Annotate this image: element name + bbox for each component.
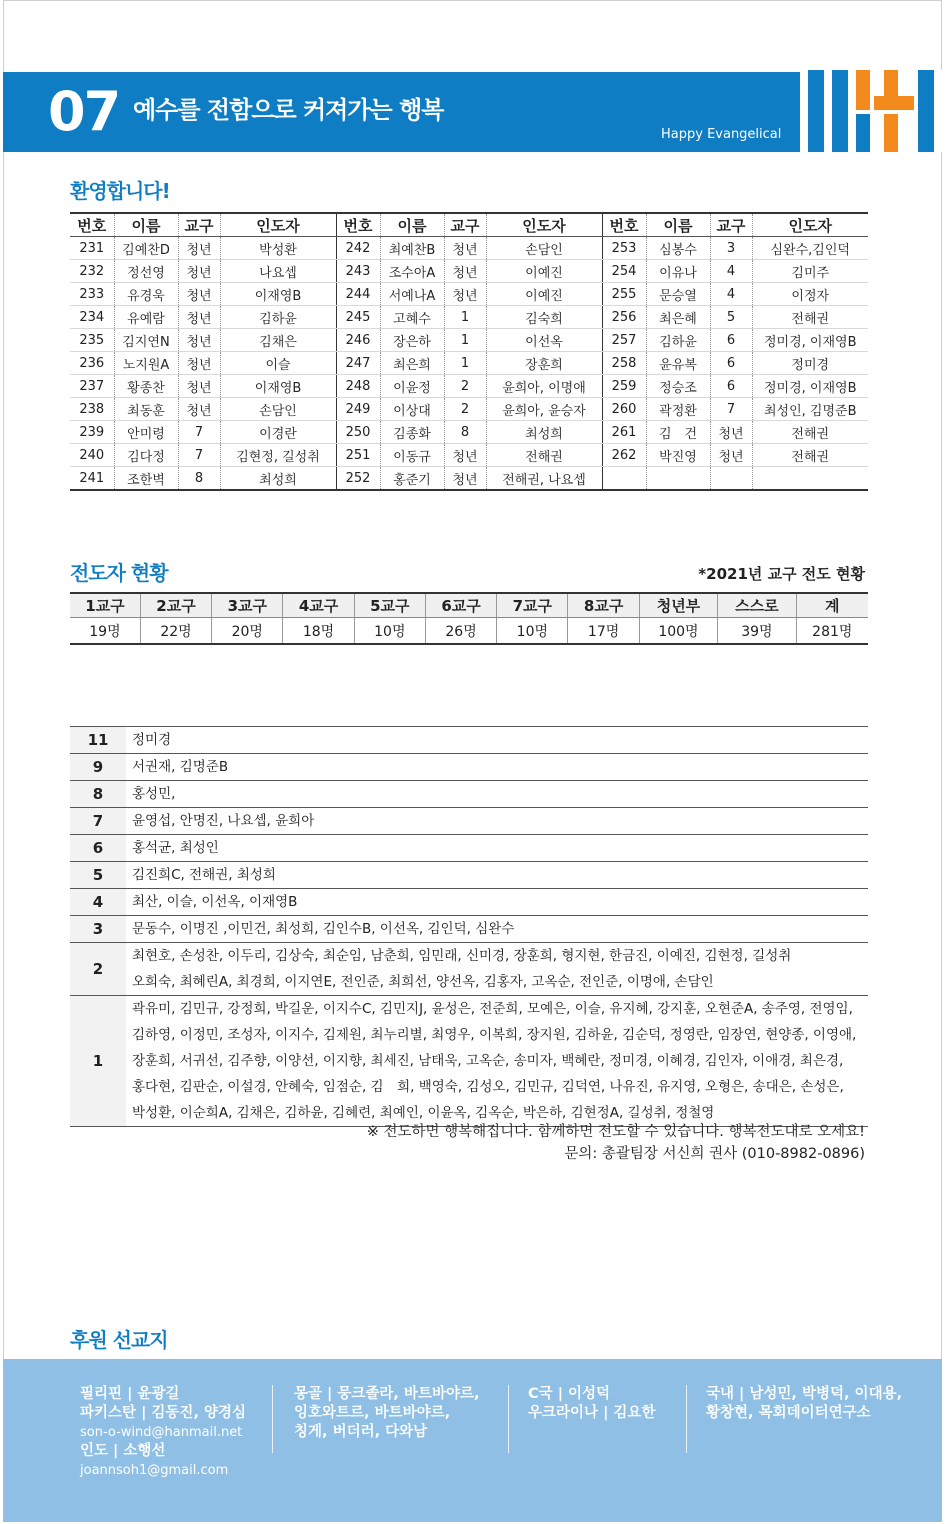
missionary-c-country: C국 | 이성덕 (528, 1386, 611, 1402)
ranking-count: 7 (70, 808, 126, 835)
entry-district: 5 (710, 306, 752, 329)
welcome-row (70, 398, 868, 421)
entry-number: 235 (70, 329, 114, 352)
church-logo-icon (800, 70, 942, 152)
entry-number: 241 (70, 467, 114, 491)
entry-number: 258 (602, 352, 646, 375)
ranking-row (70, 943, 868, 996)
missionary-mongolia-3: 칭게, 버더러, 다와남 (294, 1424, 428, 1440)
entry-guide: 윤희아, 이명애 (486, 375, 602, 398)
entry-name: 고혜수 (380, 306, 444, 329)
status-title: 전도자 현황 (70, 561, 168, 585)
ranking-names-line: 김진희C, 전해권, 최성희 (132, 867, 276, 883)
entry-district: 청년 (444, 260, 486, 283)
entry-district: 청년 (710, 444, 752, 467)
entry-name: 노지원A (114, 352, 178, 375)
entry-district: 청년 (178, 260, 220, 283)
notice-line-1: ※ 전도하면 행복해집니다. 함께하면 전도할 수 있습니다. 행복전도대로 오세요! (366, 1124, 865, 1140)
header-name: 이름 (380, 213, 444, 237)
entry-district: 7 (178, 444, 220, 467)
entry-district: 4 (710, 283, 752, 306)
welcome-row (70, 237, 868, 260)
status-values-row (70, 618, 868, 645)
status-value-cell: 19명 (70, 618, 140, 645)
entry-name: 이윤정 (380, 375, 444, 398)
entry-number (602, 467, 646, 491)
entry-number: 234 (70, 306, 114, 329)
entry-guide: 윤희아, 윤승자 (486, 398, 602, 421)
ranking-names-line: 문동수, 이명진 ,이민건, 최성희, 김인수B, 이선옥, 김인덕, 심완수 (132, 921, 515, 937)
entry-district: 청년 (178, 352, 220, 375)
status-header-cell: 스스로 (718, 593, 796, 618)
entry-name: 곽정환 (646, 398, 710, 421)
entry-district (710, 467, 752, 491)
entry-number: 254 (602, 260, 646, 283)
header-subtitle: Happy Evangelical (661, 127, 782, 142)
ranking-names-line: 정미경 (132, 732, 172, 748)
header-number: 번호 (602, 213, 646, 237)
header-name: 이름 (114, 213, 178, 237)
status-value-cell: 22명 (140, 618, 211, 645)
entry-name: 정승조 (646, 375, 710, 398)
entry-number: 244 (336, 283, 380, 306)
entry-number: 261 (602, 421, 646, 444)
header-district: 교구 (444, 213, 486, 237)
entry-guide: 심완수,김인덕 (752, 237, 868, 260)
entry-name: 조한벽 (114, 467, 178, 491)
ranking-row (70, 889, 868, 916)
entry-guide: 손담인 (220, 398, 336, 421)
header-guide: 인도자 (220, 213, 336, 237)
entry-name: 이상대 (380, 398, 444, 421)
ranking-names (126, 916, 868, 943)
welcome-row (70, 306, 868, 329)
entry-name: 문승열 (646, 283, 710, 306)
missionary-ukraine: 우크라이나 | 김요한 (528, 1405, 656, 1421)
entry-name: 최은희 (380, 352, 444, 375)
entry-number: 257 (602, 329, 646, 352)
entry-name: 서예나A (380, 283, 444, 306)
ranking-names-line: 오희숙, 최혜린A, 최경희, 이지연E, 전인준, 최희선, 양선옥, 김홍자, 고옥순, 전인준, 이명애, 손담인 (132, 974, 714, 990)
entry-district: 청년 (178, 375, 220, 398)
entry-district: 청년 (444, 283, 486, 306)
header-number: 번호 (336, 213, 380, 237)
entry-name: 장은하 (380, 329, 444, 352)
entry-district: 청년 (178, 237, 220, 260)
missionary-domestic-2: 황창현, 목회데이터연구소 (706, 1405, 871, 1421)
status-table (70, 592, 868, 645)
status-header-cell: 3교구 (212, 593, 283, 618)
status-header-cell: 2교구 (140, 593, 211, 618)
status-value-cell: 100명 (639, 618, 717, 645)
missionary-india: 인도 | 소행선 (80, 1443, 166, 1459)
entry-name: 최은혜 (646, 306, 710, 329)
ranking-count: 2 (70, 943, 126, 996)
entry-name: 김하윤 (646, 329, 710, 352)
ranking-count: 4 (70, 889, 126, 916)
status-value-cell: 10명 (497, 618, 568, 645)
ranking-count: 11 (70, 727, 126, 754)
entry-number: 231 (70, 237, 114, 260)
ranking-count: 1 (70, 996, 126, 1127)
ranking-row (70, 754, 868, 781)
ranking-names (126, 781, 868, 808)
status-header-cell: 1교구 (70, 593, 140, 618)
status-header-cell: 계 (796, 593, 868, 618)
ranking-names-line: 홍다현, 김판순, 이설경, 안혜숙, 임점순, 김 희, 백영숙, 김성오, 김민규, 김덕연, 나유진, 유지영, 오형은, 송대은, 손성은, (132, 1079, 844, 1095)
notice-contact: 문의: 총괄팀장 서신희 권사 (010-8982-0896) (564, 1146, 865, 1162)
ranking-names (126, 862, 868, 889)
entry-district: 3 (710, 237, 752, 260)
entry-district: 8 (444, 421, 486, 444)
entry-name: 김종화 (380, 421, 444, 444)
ranking-names-line: 윤영섭, 안명진, 나요셉, 윤희아 (132, 813, 315, 829)
ranking-names-line: 김하영, 이정민, 조성자, 이지수, 김제원, 최누리별, 최영우, 이복희, 장지원, 김하윤, 김순덕, 정영란, 임장연, 현양종, 이영애, (132, 1027, 857, 1043)
missionary-email-2: joannsoh1@gmail.com (80, 1463, 229, 1478)
status-header-cell: 5교구 (354, 593, 425, 618)
entry-guide: 이예진 (486, 260, 602, 283)
entry-district: 청년 (178, 398, 220, 421)
ranking-names-line: 장훈희, 서귀선, 김주향, 이양선, 이지향, 최세진, 남태욱, 고옥순, 송미자, 백혜란, 정미경, 이혜경, 김인자, 이애경, 최은경, (132, 1053, 844, 1069)
ranking-names-line: 곽유미, 김민규, 강정희, 박길운, 이지수C, 김민지J, 윤성은, 전준희, 모예은, 이슬, 유지혜, 강지훈, 오현준A, 송주영, 전영임, (132, 1001, 853, 1017)
ranking-names (126, 808, 868, 835)
missionary-pakistan: 파키스탄 | 김동진, 양경심 (80, 1405, 247, 1421)
ranking-count: 8 (70, 781, 126, 808)
entry-number: 239 (70, 421, 114, 444)
column-divider (686, 1385, 687, 1453)
entry-number: 256 (602, 306, 646, 329)
status-value-cell: 26명 (425, 618, 496, 645)
entry-name: 심봉수 (646, 237, 710, 260)
ranking-names (126, 754, 868, 781)
status-value-cell: 10명 (354, 618, 425, 645)
status-value-cell: 17명 (568, 618, 639, 645)
ranking-row (70, 727, 868, 754)
entry-district: 6 (710, 375, 752, 398)
missionary-philippines: 필리핀 | 윤광길 (80, 1386, 180, 1402)
status-header-cell: 8교구 (568, 593, 639, 618)
section-number: 07 (48, 80, 120, 143)
status-header-cell: 6교구 (425, 593, 496, 618)
entry-district: 8 (178, 467, 220, 491)
entry-guide: 정미경, 이재영B (752, 375, 868, 398)
column-divider (272, 1385, 273, 1453)
header-guide: 인도자 (486, 213, 602, 237)
missionary-column-4 (706, 1385, 902, 1423)
entry-district: 청년 (444, 444, 486, 467)
entry-name: 김 건 (646, 421, 710, 444)
ranking-names (126, 727, 868, 754)
entry-name: 안미령 (114, 421, 178, 444)
page-title: 예수를 전함으로 커져가는 행복 (133, 96, 444, 124)
entry-guide: 전해권 (752, 306, 868, 329)
header-number: 번호 (70, 213, 114, 237)
ranking-row (70, 862, 868, 889)
ranking-names (126, 943, 868, 996)
status-header-row (70, 593, 868, 618)
ranking-names (126, 996, 868, 1127)
welcome-row (70, 260, 868, 283)
missionary-mongolia-2: 잉호와트르, 바트바야르, (294, 1405, 451, 1421)
missionary-column-1 (80, 1385, 246, 1480)
status-header-cell: 청년부 (639, 593, 717, 618)
ranking-names-line: 최산, 이슬, 이선옥, 이재영B (132, 894, 298, 910)
entry-guide: 이재영B (220, 375, 336, 398)
entry-district: 1 (444, 329, 486, 352)
entry-name: 김다정 (114, 444, 178, 467)
entry-guide: 손담인 (486, 237, 602, 260)
entry-district: 청년 (178, 306, 220, 329)
ranking-names (126, 889, 868, 916)
entry-district: 청년 (178, 329, 220, 352)
entry-district: 2 (444, 375, 486, 398)
entry-guide: 나요셉 (220, 260, 336, 283)
status-note: *2021년 교구 전도 현황 (698, 565, 865, 583)
entry-number: 252 (336, 467, 380, 491)
status-value-cell: 20명 (212, 618, 283, 645)
entry-number: 237 (70, 375, 114, 398)
ranking-names-line: 홍성민, (132, 786, 176, 802)
welcome-title: 환영합니다! (70, 179, 170, 203)
entry-guide (752, 467, 868, 491)
entry-name: 유예람 (114, 306, 178, 329)
welcome-row (70, 444, 868, 467)
entry-guide: 김채은 (220, 329, 336, 352)
entry-number: 232 (70, 260, 114, 283)
entry-number: 253 (602, 237, 646, 260)
entry-name: 최예찬B (380, 237, 444, 260)
entry-name: 김지연N (114, 329, 178, 352)
entry-name: 박진영 (646, 444, 710, 467)
ranking-count: 6 (70, 835, 126, 862)
entry-name: 이유나 (646, 260, 710, 283)
entry-district: 청년 (710, 421, 752, 444)
ranking-row (70, 996, 868, 1127)
entry-name: 이동규 (380, 444, 444, 467)
entry-number: 260 (602, 398, 646, 421)
entry-district: 7 (178, 421, 220, 444)
entry-guide: 최성인, 김명준B (752, 398, 868, 421)
entry-number: 246 (336, 329, 380, 352)
entry-number: 245 (336, 306, 380, 329)
entry-district: 청년 (444, 237, 486, 260)
missionary-column-2 (294, 1385, 480, 1442)
header-guide: 인도자 (752, 213, 868, 237)
entry-guide: 김숙희 (486, 306, 602, 329)
welcome-row (70, 329, 868, 352)
entry-district: 청년 (178, 283, 220, 306)
ranking-table (70, 726, 868, 1127)
welcome-row (70, 421, 868, 444)
header-district: 교구 (710, 213, 752, 237)
ranking-row (70, 835, 868, 862)
entry-number: 240 (70, 444, 114, 467)
entry-number: 251 (336, 444, 380, 467)
entry-guide: 전해권 (752, 421, 868, 444)
entry-number: 238 (70, 398, 114, 421)
ranking-row (70, 916, 868, 943)
ranking-names (126, 835, 868, 862)
welcome-header-row (70, 213, 868, 237)
entry-guide: 김하윤 (220, 306, 336, 329)
entry-number: 233 (70, 283, 114, 306)
entry-guide: 최성희 (486, 421, 602, 444)
ranking-count: 5 (70, 862, 126, 889)
entry-district: 4 (710, 260, 752, 283)
entry-guide: 이예진 (486, 283, 602, 306)
entry-number: 248 (336, 375, 380, 398)
ranking-names-line: 최현호, 손성찬, 이두리, 김상숙, 최순임, 남춘희, 임민래, 신미경, 장훈희, 형지현, 한금진, 이예진, 김현정, 길성취 (132, 948, 792, 964)
entry-guide: 전해권 (486, 444, 602, 467)
header-district: 교구 (178, 213, 220, 237)
entry-guide: 이정자 (752, 283, 868, 306)
missionary-domestic-1: 국내 | 남성민, 박병덕, 이대용, (706, 1386, 903, 1402)
entry-guide: 박성환 (220, 237, 336, 260)
ranking-names-line: 박성환, 이순희A, 김채은, 김하윤, 김혜련, 최예인, 이윤옥, 김옥순, 박은하, 김현정A, 길성취, 정철영 (132, 1105, 715, 1121)
welcome-table (70, 212, 868, 491)
entry-name (646, 467, 710, 491)
entry-number: 250 (336, 421, 380, 444)
entry-number: 236 (70, 352, 114, 375)
entry-guide: 전해권 (752, 444, 868, 467)
status-value-cell: 39명 (718, 618, 796, 645)
ranking-count: 9 (70, 754, 126, 781)
header-name: 이름 (646, 213, 710, 237)
entry-guide: 최성희 (220, 467, 336, 491)
entry-number: 242 (336, 237, 380, 260)
entry-district: 2 (444, 398, 486, 421)
entry-guide: 정미경, 이재영B (752, 329, 868, 352)
ranking-names-line: 서권재, 김명준B (132, 759, 229, 775)
entry-name: 김예찬D (114, 237, 178, 260)
entry-number: 243 (336, 260, 380, 283)
entry-district: 1 (444, 306, 486, 329)
entry-name: 홍준기 (380, 467, 444, 491)
entry-guide: 정미경 (752, 352, 868, 375)
entry-name: 조수아A (380, 260, 444, 283)
entry-number: 247 (336, 352, 380, 375)
entry-district: 6 (710, 329, 752, 352)
status-value-cell: 18명 (283, 618, 354, 645)
ranking-count: 3 (70, 916, 126, 943)
entry-number: 249 (336, 398, 380, 421)
entry-number: 262 (602, 444, 646, 467)
missionaries-title: 후원 선교지 (70, 1328, 168, 1352)
entry-guide: 김현정, 길성취 (220, 444, 336, 467)
missionary-mongolia-1: 몽골 | 뭉크졸라, 바트바야르, (294, 1386, 480, 1402)
entry-guide: 이선옥 (486, 329, 602, 352)
missionary-column-3 (528, 1385, 655, 1423)
entry-district: 청년 (444, 467, 486, 491)
entry-number: 259 (602, 375, 646, 398)
entry-guide: 김미주 (752, 260, 868, 283)
entry-guide: 이경란 (220, 421, 336, 444)
ranking-row (70, 808, 868, 835)
entry-name: 정선영 (114, 260, 178, 283)
welcome-row (70, 375, 868, 398)
entry-district: 6 (710, 352, 752, 375)
entry-district: 1 (444, 352, 486, 375)
entry-guide: 이재영B (220, 283, 336, 306)
entry-name: 유경욱 (114, 283, 178, 306)
welcome-row (70, 467, 868, 491)
entry-guide: 전해권, 나요셉 (486, 467, 602, 491)
entry-guide: 이슬 (220, 352, 336, 375)
ranking-row (70, 781, 868, 808)
status-value-cell: 281명 (796, 618, 868, 645)
entry-district: 7 (710, 398, 752, 421)
entry-name: 황종찬 (114, 375, 178, 398)
entry-number: 255 (602, 283, 646, 306)
welcome-row (70, 283, 868, 306)
entry-name: 최동훈 (114, 398, 178, 421)
entry-guide: 장훈희 (486, 352, 602, 375)
column-divider (508, 1385, 509, 1453)
status-header-cell: 7교구 (497, 593, 568, 618)
status-header-cell: 4교구 (283, 593, 354, 618)
welcome-row (70, 352, 868, 375)
entry-name: 윤유복 (646, 352, 710, 375)
missionary-email-1: son-o-wind@hanmail.net (80, 1425, 243, 1440)
ranking-names-line: 홍석균, 최성인 (132, 840, 219, 856)
